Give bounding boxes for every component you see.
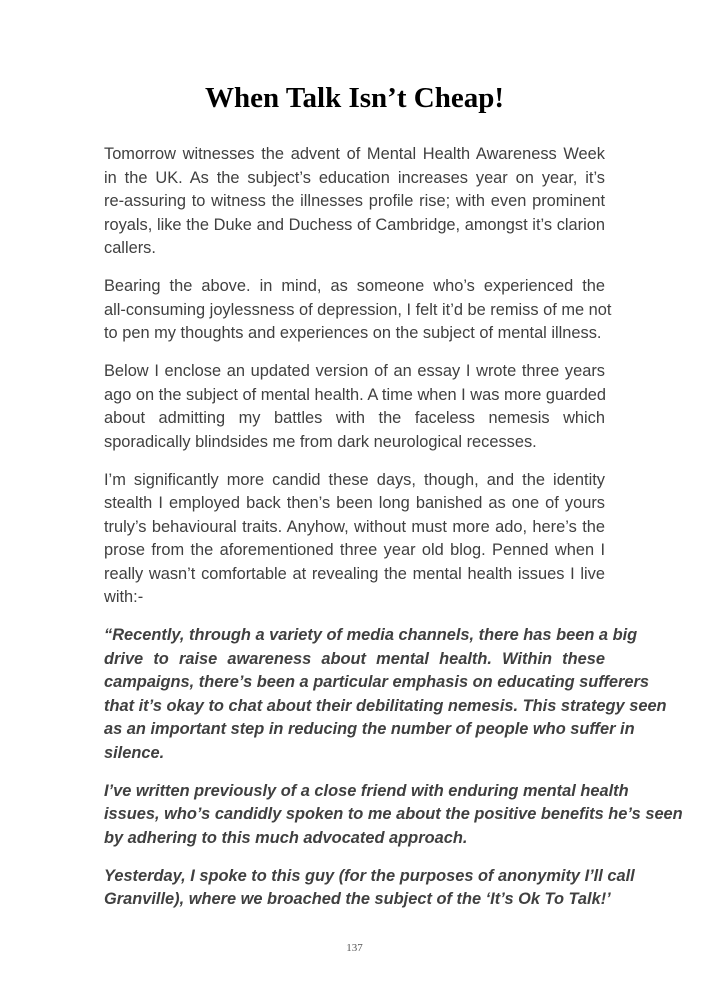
text-line: re-assuring to witness the illnesses profile rise; with even prominent <box>104 192 605 210</box>
quoted-paragraph <box>104 624 667 765</box>
text-line: Bearing the above. in mind, as someone who’s experienced the <box>104 277 605 295</box>
text-line: ago on the subject of mental health. A time when I was more guarded <box>104 385 607 404</box>
text-line: prose from the aforementioned three year old blog. Penned when I <box>104 541 605 559</box>
text-line: sporadically blindsides me from dark neurological recesses. <box>104 432 537 451</box>
quoted-paragraph <box>104 865 635 912</box>
text-line: about admitting my battles with the faceless nemesis which <box>104 409 605 427</box>
text-line: really wasn’t comfortable at revealing the mental health issues I live <box>104 564 605 583</box>
text-line: silence. <box>104 743 165 762</box>
text-line: stealth I employed back then’s been long banished as one of yours <box>104 494 605 512</box>
text-line: callers. <box>104 239 156 257</box>
text-line: by adhering to this much advocated approach. <box>104 828 468 847</box>
text-line: that it’s okay to chat about their debilitating nemesis. This strategy seen <box>104 696 667 715</box>
text-line: drive to raise awareness about mental health. Within these <box>104 649 605 668</box>
text-line: as an important step in reducing the number of people who suffer in <box>104 720 635 738</box>
page-number: 137 <box>346 942 363 954</box>
quoted-paragraph <box>104 780 683 851</box>
paragraph <box>104 360 605 454</box>
paragraph <box>104 469 605 610</box>
text-line: in the UK. As the subject’s education increases year on year, it’s <box>104 168 605 187</box>
document-body <box>104 143 683 926</box>
text-line: Below I enclose an updated version of an essay I wrote three years <box>104 362 605 380</box>
page-title: When Talk Isn’t Cheap! <box>205 82 504 114</box>
paragraph <box>104 143 605 261</box>
text-line: all-consuming joylessness of depression, I felt it’d be remiss of me not <box>104 300 612 319</box>
text-line: to pen my thoughts and experiences on the subject of mental illness. <box>104 324 602 342</box>
text-line: royals, like the Duke and Duchess of Cambridge, amongst it’s clarion <box>104 215 605 234</box>
text-line: issues, who’s candidly spoken to me about the positive benefits he’s seen <box>104 805 683 823</box>
text-line: campaigns, there’s been a particular emphasis on educating sufferers <box>104 673 650 691</box>
paragraph <box>104 275 612 346</box>
text-line: “Recently, through a variety of media channels, there has been a big <box>104 626 638 644</box>
text-line: Tomorrow witnesses the advent of Mental Health Awareness Week <box>104 145 605 163</box>
text-line: I’m significantly more candid these days, though, and the identity <box>104 470 605 489</box>
text-line: Granville), where we broached the subject of the ‘It’s Ok To Talk!’ <box>104 890 611 908</box>
text-line: with:- <box>104 588 144 606</box>
text-line: I’ve written previously of a close friend with enduring mental health <box>104 781 629 800</box>
text-line: truly’s behavioural traits. Anyhow, without must more ado, here’s the <box>104 517 605 536</box>
text-line: Yesterday, I spoke to this guy (for the purposes of anonymity I’ll call <box>104 866 635 885</box>
